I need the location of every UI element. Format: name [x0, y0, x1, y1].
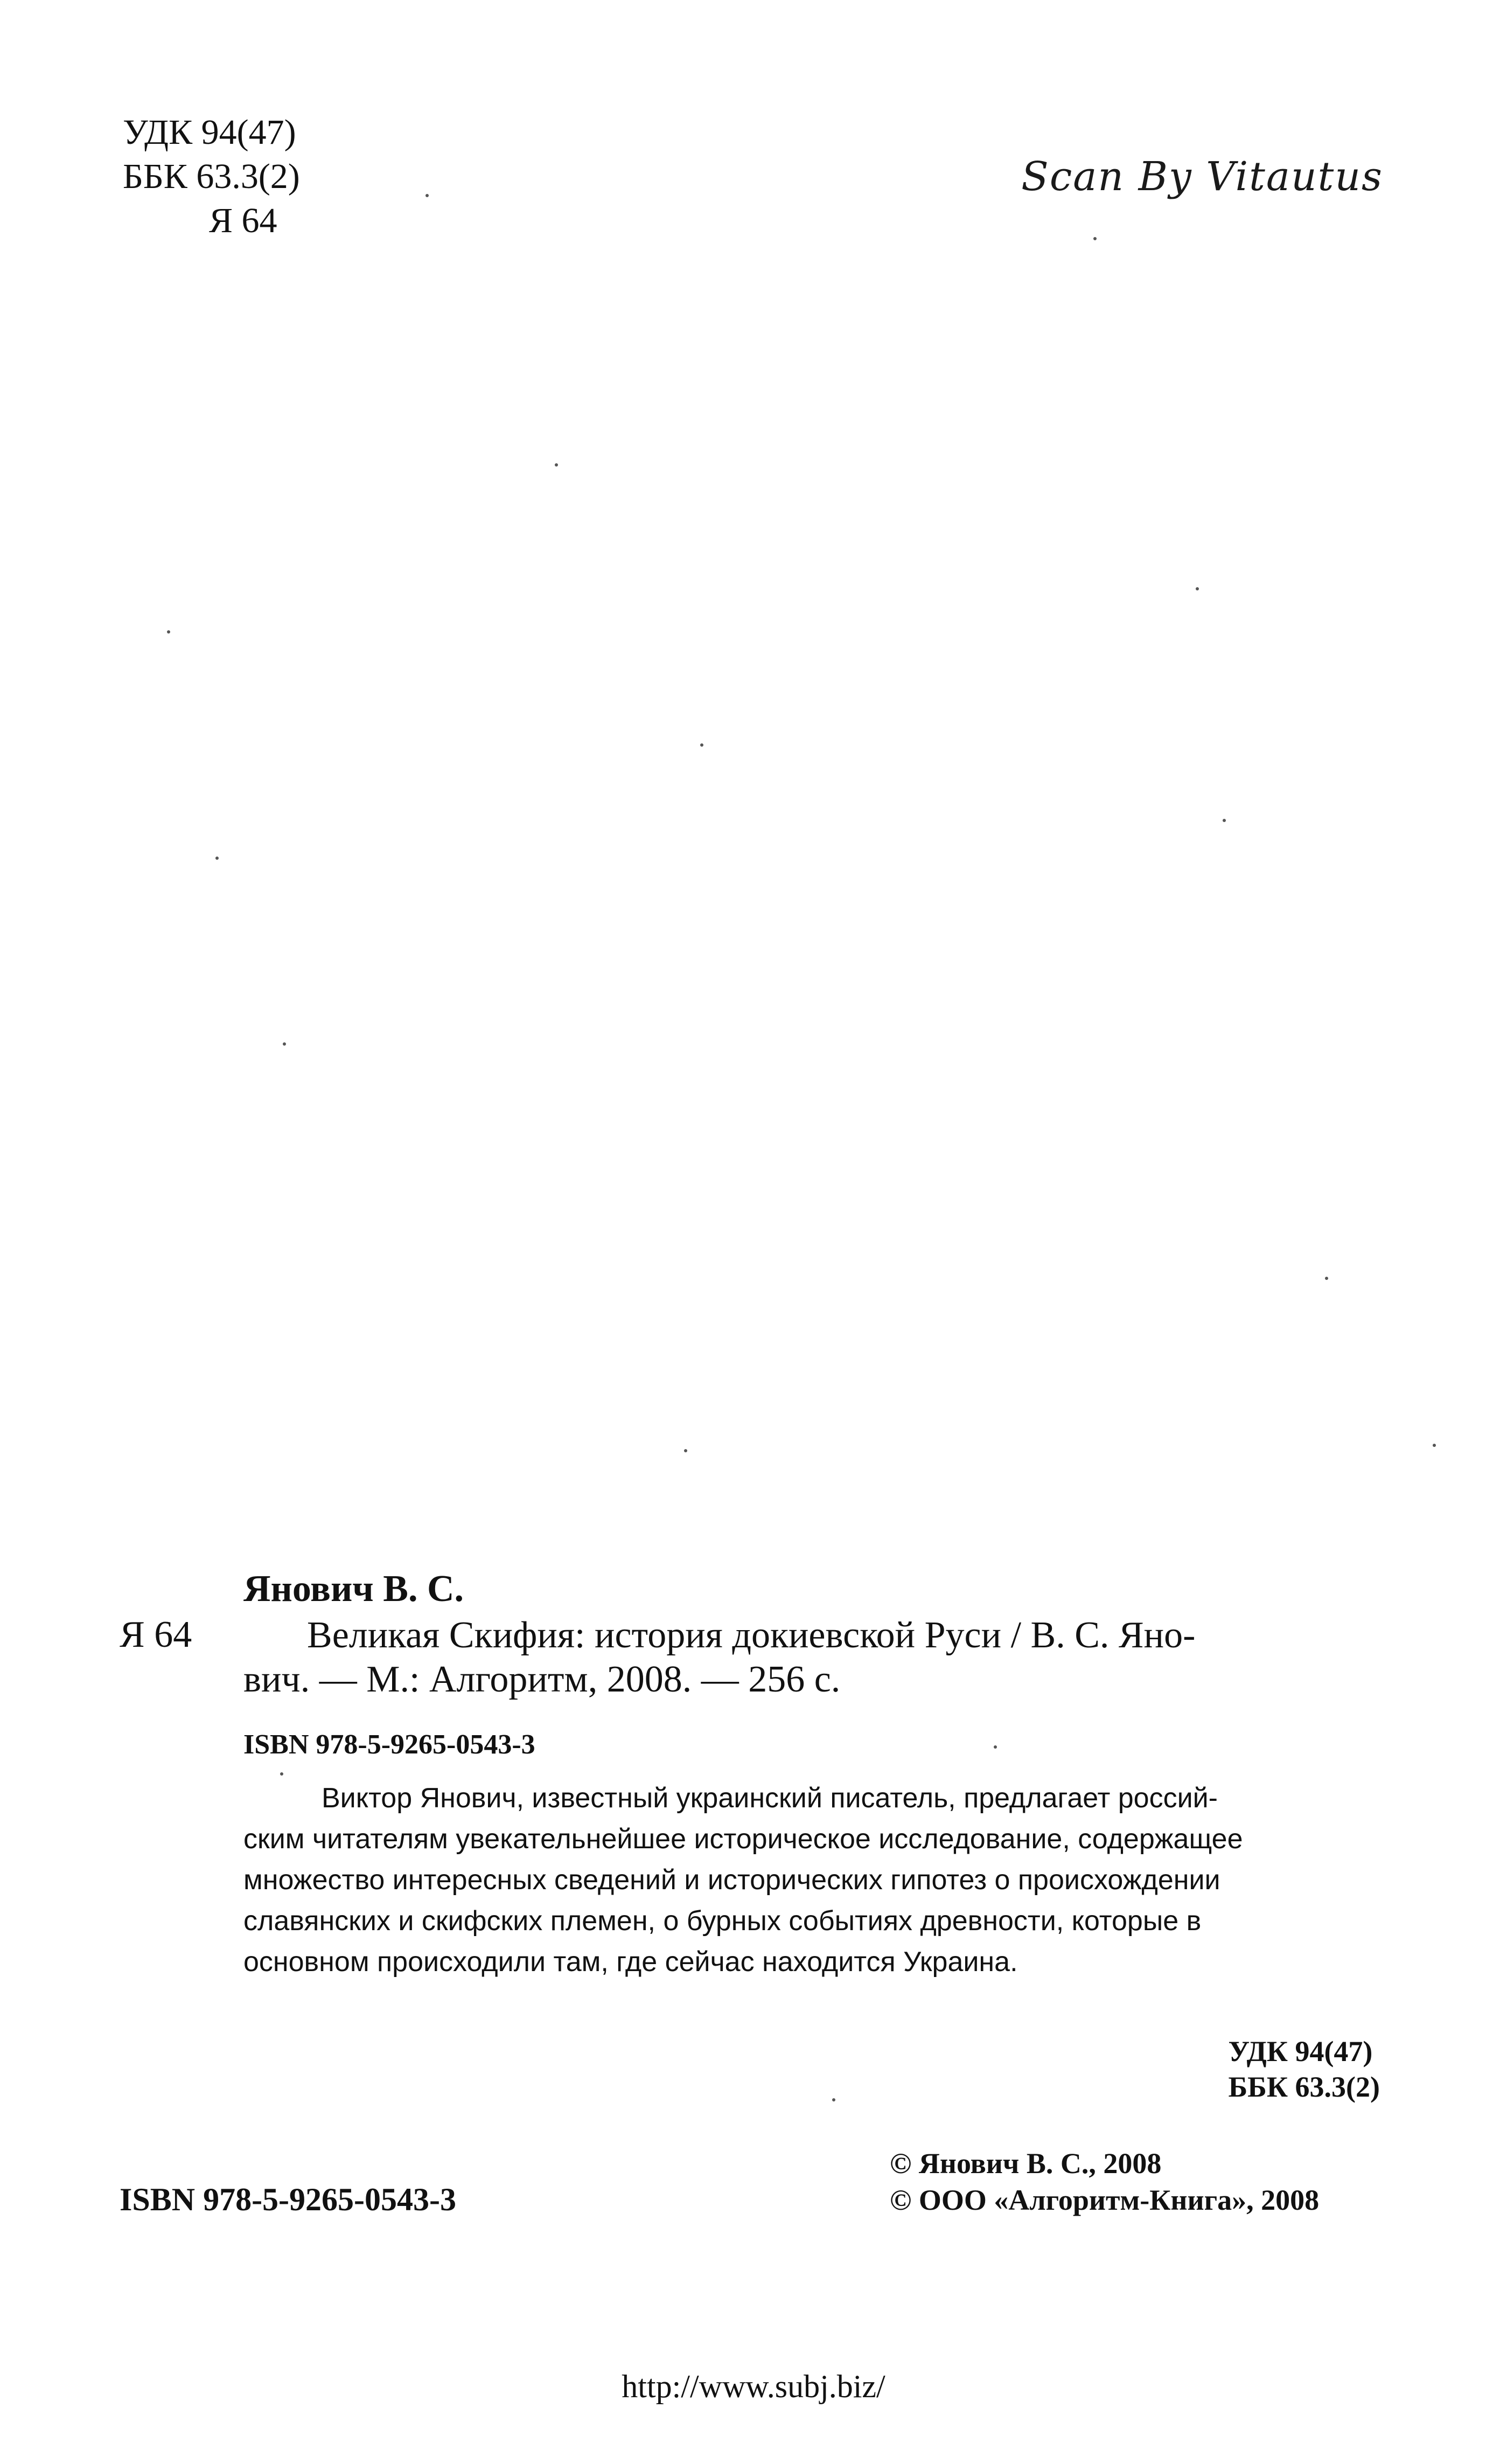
top-author-mark: Я 64 [209, 201, 277, 240]
card-author-heading: Янович В. С. [243, 1568, 464, 1610]
scan-speck [700, 743, 703, 747]
top-udk-code: УДК 94(47) [123, 113, 296, 152]
scan-speck [832, 2098, 835, 2101]
top-classification-block [123, 110, 300, 243]
scan-signature: Scan By Vitautus [1021, 154, 1383, 200]
card-classification-block [1228, 2034, 1380, 2105]
scan-speck [1196, 587, 1199, 590]
scan-speck [167, 630, 170, 634]
scan-speck [1093, 237, 1097, 240]
copyright-author: © Янович В. С., 2008 [890, 2147, 1162, 2180]
card-bbk-code: ББК 63.3(2) [1228, 2071, 1380, 2103]
scan-speck [1325, 1277, 1328, 1280]
card-udk-code: УДК 94(47) [1228, 2035, 1373, 2068]
scan-speck [215, 857, 219, 860]
scan-speck [283, 1042, 286, 1046]
card-isbn: ISBN 978-5-9265-0543-3 [243, 1729, 535, 1760]
scan-speck [280, 1772, 283, 1776]
card-annotation [243, 1778, 1383, 1982]
card-title-line-2: вич. — М.: Алгоритм, 2008. — 256 с. [243, 1659, 841, 1700]
card-author-mark: Я 64 [120, 1614, 192, 1655]
annotation-line: Виктор Янович, известный украинский писатель, предлагает россий- [322, 1783, 1218, 1814]
card-title-line-1: Великая Скифия: история докиевской Руси / В. С. Яно- [307, 1614, 1196, 1656]
copyright-block [890, 2145, 1319, 2218]
bottom-isbn: ISBN 978-5-9265-0543-3 [120, 2182, 456, 2217]
scan-speck [1433, 1444, 1436, 1447]
scan-speck [994, 1745, 997, 1749]
scan-speck [684, 1449, 687, 1452]
top-bbk-code: ББК 63.3(2) [123, 157, 300, 196]
annotation-line: основном происходили там, где сейчас находится Украина. [243, 1946, 1018, 1978]
card-bibliographic-description [243, 1613, 1383, 1702]
annotation-line: славянских и скифских племен, о бурных событиях древности, которые в [243, 1905, 1202, 1937]
copyright-publisher: © ООО «Алгоритм-Книга», 2008 [890, 2184, 1320, 2216]
footer-url: http://www.subj.biz/ [622, 2369, 885, 2404]
scan-speck [555, 463, 558, 467]
scan-speck [1223, 819, 1226, 822]
annotation-line: множество интересных сведений и исторических гипотез о происхождении [243, 1864, 1220, 1896]
scan-speck [425, 194, 429, 197]
annotation-line: ским читателям увекательнейшее историческое исследование, содержащее [243, 1823, 1243, 1855]
